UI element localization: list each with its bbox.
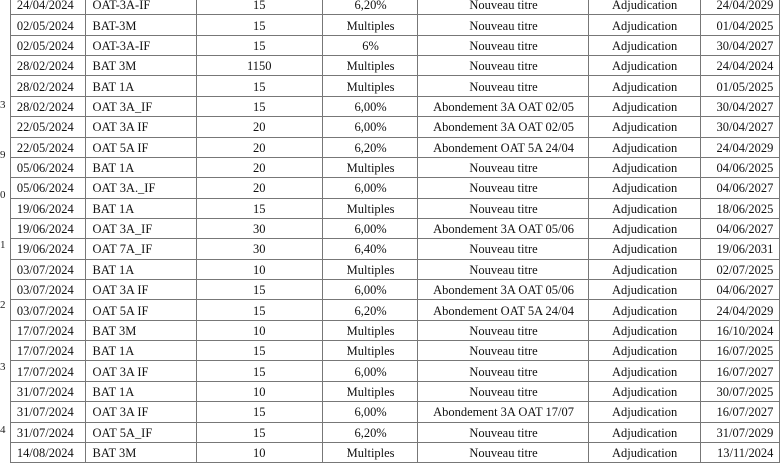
cell-operation-type: Nouveau titre	[421, 198, 585, 218]
table-row	[11, 402, 780, 422]
cell-maturity-date: 24/04/2029	[702, 0, 778, 15]
cell-security-code: BAT 1A	[88, 198, 194, 218]
cell-date: 02/05/2024	[12, 15, 84, 35]
cell-method: Adjudication	[591, 218, 698, 238]
cell-method: Adjudication	[591, 381, 698, 401]
cell-security-code: BAT 3M	[88, 56, 194, 76]
cell-operation-type: Abondement 3A OAT 17/07	[421, 402, 585, 422]
cell-operation-type: Abondement 3A OAT 05/06	[421, 280, 585, 300]
cell-method: Adjudication	[591, 96, 698, 116]
cell-date: 17/07/2024	[12, 320, 84, 340]
cell-operation-type: Nouveau titre	[421, 442, 585, 462]
cell-operation-type: Abondement 3A OAT 02/05	[421, 117, 585, 137]
table-row	[11, 280, 780, 300]
cell-operation-type: Abondement 3A OAT 05/06	[421, 218, 585, 238]
table-row	[11, 259, 780, 279]
cell-method: Adjudication	[591, 259, 698, 279]
cell-rate: 6%	[325, 35, 416, 55]
cell-rate: 6,20%	[325, 0, 416, 15]
cell-operation-type: Nouveau titre	[421, 361, 585, 381]
cell-date: 31/07/2024	[12, 381, 84, 401]
cell-security-code: OAT 3A IF	[88, 402, 194, 422]
table-row	[11, 56, 780, 76]
cell-rate: 6,20%	[325, 300, 416, 320]
cell-date: 03/07/2024	[12, 280, 84, 300]
cell-operation-type: Nouveau titre	[421, 157, 585, 177]
cell-amount: 10	[199, 442, 320, 462]
cell-maturity-date: 04/06/2027	[702, 178, 778, 198]
table-row	[11, 35, 780, 55]
cell-method: Adjudication	[591, 239, 698, 259]
cell-method: Adjudication	[591, 361, 698, 381]
cell-amount: 15	[199, 96, 320, 116]
cell-amount: 15	[199, 35, 320, 55]
cell-method: Adjudication	[591, 117, 698, 137]
cell-operation-type: Nouveau titre	[421, 341, 585, 361]
cell-date: 03/07/2024	[12, 300, 84, 320]
cell-security-code: OAT 5A IF	[88, 300, 194, 320]
cell-date: 24/04/2024	[12, 0, 84, 15]
table-row	[11, 117, 780, 137]
cell-operation-type: Nouveau titre	[421, 35, 585, 55]
cell-operation-type: Nouveau titre	[421, 15, 585, 35]
cell-maturity-date: 18/06/2025	[702, 198, 778, 218]
cell-amount: 20	[199, 157, 320, 177]
cell-maturity-date: 30/07/2025	[702, 381, 778, 401]
table-row	[11, 361, 780, 381]
cell-method: Adjudication	[591, 15, 698, 35]
cell-maturity-date: 13/11/2024	[702, 442, 778, 462]
cell-amount: 15	[199, 300, 320, 320]
cell-date: 05/06/2024	[12, 178, 84, 198]
cell-rate: Multiples	[325, 15, 416, 35]
cell-date: 28/02/2024	[12, 76, 84, 96]
cell-security-code: OAT 7A_IF	[88, 239, 194, 259]
cell-method: Adjudication	[591, 178, 698, 198]
cell-method: Adjudication	[591, 442, 698, 462]
cell-operation-type: Nouveau titre	[421, 178, 585, 198]
cell-maturity-date: 30/04/2027	[702, 96, 778, 116]
cell-rate: Multiples	[325, 381, 416, 401]
auction-schedule-table	[10, 0, 780, 463]
cell-operation-type: Nouveau titre	[421, 381, 585, 401]
cell-rate: 6,20%	[325, 422, 416, 442]
cell-date: 14/08/2024	[12, 442, 84, 462]
cell-amount: 15	[199, 0, 320, 15]
cell-date: 17/07/2024	[12, 341, 84, 361]
cell-security-code: BAT-3M	[88, 15, 194, 35]
cell-method: Adjudication	[591, 76, 698, 96]
table-row	[11, 442, 780, 462]
cell-method: Adjudication	[591, 402, 698, 422]
table-row	[11, 96, 780, 116]
cell-method: Adjudication	[591, 198, 698, 218]
table-row	[11, 341, 780, 361]
cell-operation-type: Abondement OAT 5A 24/04	[421, 300, 585, 320]
cell-amount: 10	[199, 381, 320, 401]
cell-operation-type: Nouveau titre	[421, 76, 585, 96]
cell-operation-type: Nouveau titre	[421, 422, 585, 442]
cell-amount: 15	[199, 198, 320, 218]
cell-security-code: OAT 3A_IF	[88, 96, 194, 116]
cell-security-code: OAT-3A-IF	[88, 35, 194, 55]
cell-operation-type: Nouveau titre	[421, 259, 585, 279]
cell-rate: Multiples	[325, 341, 416, 361]
table-row	[11, 320, 780, 340]
cell-maturity-date: 16/07/2027	[702, 402, 778, 422]
cell-operation-type: Nouveau titre	[421, 0, 585, 15]
cell-amount: 20	[199, 117, 320, 137]
table-row	[11, 178, 780, 198]
cell-date: 03/07/2024	[12, 259, 84, 279]
cell-maturity-date: 24/04/2029	[702, 137, 778, 157]
cell-security-code: OAT 3A._IF	[88, 178, 194, 198]
table-row	[11, 422, 780, 442]
cell-method: Adjudication	[591, 157, 698, 177]
cell-maturity-date: 16/10/2024	[702, 320, 778, 340]
cell-security-code: OAT 3A IF	[88, 280, 194, 300]
table-row	[11, 198, 780, 218]
cell-rate: 6,00%	[325, 117, 416, 137]
cell-date: 19/06/2024	[12, 239, 84, 259]
cell-maturity-date: 02/07/2025	[702, 259, 778, 279]
cell-date: 19/06/2024	[12, 218, 84, 238]
margin-mark: 0	[0, 189, 6, 201]
cell-rate: Multiples	[325, 56, 416, 76]
cell-method: Adjudication	[591, 137, 698, 157]
cell-security-code: BAT 3M	[88, 320, 194, 340]
cell-maturity-date: 24/04/2024	[702, 56, 778, 76]
table-row	[11, 218, 780, 238]
cell-security-code: OAT 5A_IF	[88, 422, 194, 442]
cell-security-code: BAT 1A	[88, 76, 194, 96]
cell-operation-type: Abondement 3A OAT 02/05	[421, 96, 585, 116]
cell-security-code: BAT 3M	[88, 442, 194, 462]
cell-date: 05/06/2024	[12, 157, 84, 177]
cell-maturity-date: 24/04/2029	[702, 300, 778, 320]
cell-maturity-date: 30/04/2027	[702, 117, 778, 137]
table-row	[11, 15, 780, 35]
cell-maturity-date: 04/06/2027	[702, 280, 778, 300]
cell-method: Adjudication	[591, 280, 698, 300]
cell-amount: 15	[199, 76, 320, 96]
cell-operation-type: Nouveau titre	[421, 320, 585, 340]
margin-mark: 1	[0, 239, 6, 251]
cell-rate: Multiples	[325, 442, 416, 462]
cell-amount: 15	[199, 280, 320, 300]
table-row	[11, 381, 780, 401]
cell-rate: Multiples	[325, 76, 416, 96]
cell-rate: 6,00%	[325, 218, 416, 238]
left-margin-marks	[0, 0, 10, 470]
cell-rate: 6,00%	[325, 96, 416, 116]
cell-date: 31/07/2024	[12, 402, 84, 422]
cell-amount: 20	[199, 178, 320, 198]
cell-method: Adjudication	[591, 422, 698, 442]
cell-method: Adjudication	[591, 35, 698, 55]
cell-date: 22/05/2024	[12, 137, 84, 157]
table-body	[11, 0, 780, 463]
cell-operation-type: Nouveau titre	[421, 239, 585, 259]
cell-date: 22/05/2024	[12, 117, 84, 137]
cell-amount: 15	[199, 341, 320, 361]
cell-amount: 10	[199, 320, 320, 340]
cell-method: Adjudication	[591, 300, 698, 320]
cell-security-code: OAT 3A_IF	[88, 218, 194, 238]
cell-date: 19/06/2024	[12, 198, 84, 218]
cell-amount: 15	[199, 15, 320, 35]
margin-mark: 9	[0, 149, 6, 161]
table-row	[11, 137, 780, 157]
table-row	[11, 239, 780, 259]
cell-security-code: BAT 1A	[88, 381, 194, 401]
cell-date: 28/02/2024	[12, 96, 84, 116]
cell-method: Adjudication	[591, 320, 698, 340]
table-row	[11, 300, 780, 320]
cell-security-code: BAT 1A	[88, 259, 194, 279]
cell-date: 31/07/2024	[12, 422, 84, 442]
cell-maturity-date: 04/06/2027	[702, 218, 778, 238]
cell-rate: Multiples	[325, 320, 416, 340]
cell-amount: 10	[199, 259, 320, 279]
cell-security-code: OAT-3A-IF	[88, 0, 194, 15]
margin-mark: 4	[0, 424, 6, 436]
cell-security-code: BAT 1A	[88, 157, 194, 177]
cell-rate: 6,20%	[325, 137, 416, 157]
margin-mark: 2	[0, 299, 6, 311]
cell-rate: 6,00%	[325, 280, 416, 300]
cell-maturity-date: 01/04/2025	[702, 15, 778, 35]
cell-maturity-date: 19/06/2031	[702, 239, 778, 259]
cell-method: Adjudication	[591, 0, 698, 15]
cell-operation-type: Nouveau titre	[421, 56, 585, 76]
cell-maturity-date: 16/07/2025	[702, 341, 778, 361]
cell-security-code: OAT 3A IF	[88, 361, 194, 381]
cell-date: 28/02/2024	[12, 56, 84, 76]
cell-rate: 6,00%	[325, 402, 416, 422]
cell-amount: 30	[199, 218, 320, 238]
cell-rate: Multiples	[325, 259, 416, 279]
cell-rate: Multiples	[325, 157, 416, 177]
cell-method: Adjudication	[591, 56, 698, 76]
cell-maturity-date: 31/07/2029	[702, 422, 778, 442]
cell-method: Adjudication	[591, 341, 698, 361]
cell-security-code: BAT 1A	[88, 341, 194, 361]
cell-maturity-date: 04/06/2025	[702, 157, 778, 177]
cell-amount: 1150	[199, 56, 320, 76]
margin-mark: 3	[0, 361, 6, 373]
cell-amount: 15	[199, 422, 320, 442]
cell-amount: 15	[199, 361, 320, 381]
margin-mark: 3	[0, 99, 6, 111]
cell-date: 17/07/2024	[12, 361, 84, 381]
cell-operation-type: Abondement OAT 5A 24/04	[421, 137, 585, 157]
cell-rate: 6,00%	[325, 361, 416, 381]
cell-maturity-date: 16/07/2027	[702, 361, 778, 381]
cell-security-code: OAT 3A IF	[88, 117, 194, 137]
cell-date: 02/05/2024	[12, 35, 84, 55]
cell-amount: 15	[199, 402, 320, 422]
table-row	[11, 0, 780, 15]
cell-amount: 20	[199, 137, 320, 157]
cell-security-code: OAT 5A IF	[88, 137, 194, 157]
cell-rate: Multiples	[325, 198, 416, 218]
cell-amount: 30	[199, 239, 320, 259]
cell-maturity-date: 30/04/2027	[702, 35, 778, 55]
cell-rate: 6,40%	[325, 239, 416, 259]
cell-maturity-date: 01/05/2025	[702, 76, 778, 96]
table-row	[11, 76, 780, 96]
cell-rate: 6,00%	[325, 178, 416, 198]
table-row	[11, 157, 780, 177]
